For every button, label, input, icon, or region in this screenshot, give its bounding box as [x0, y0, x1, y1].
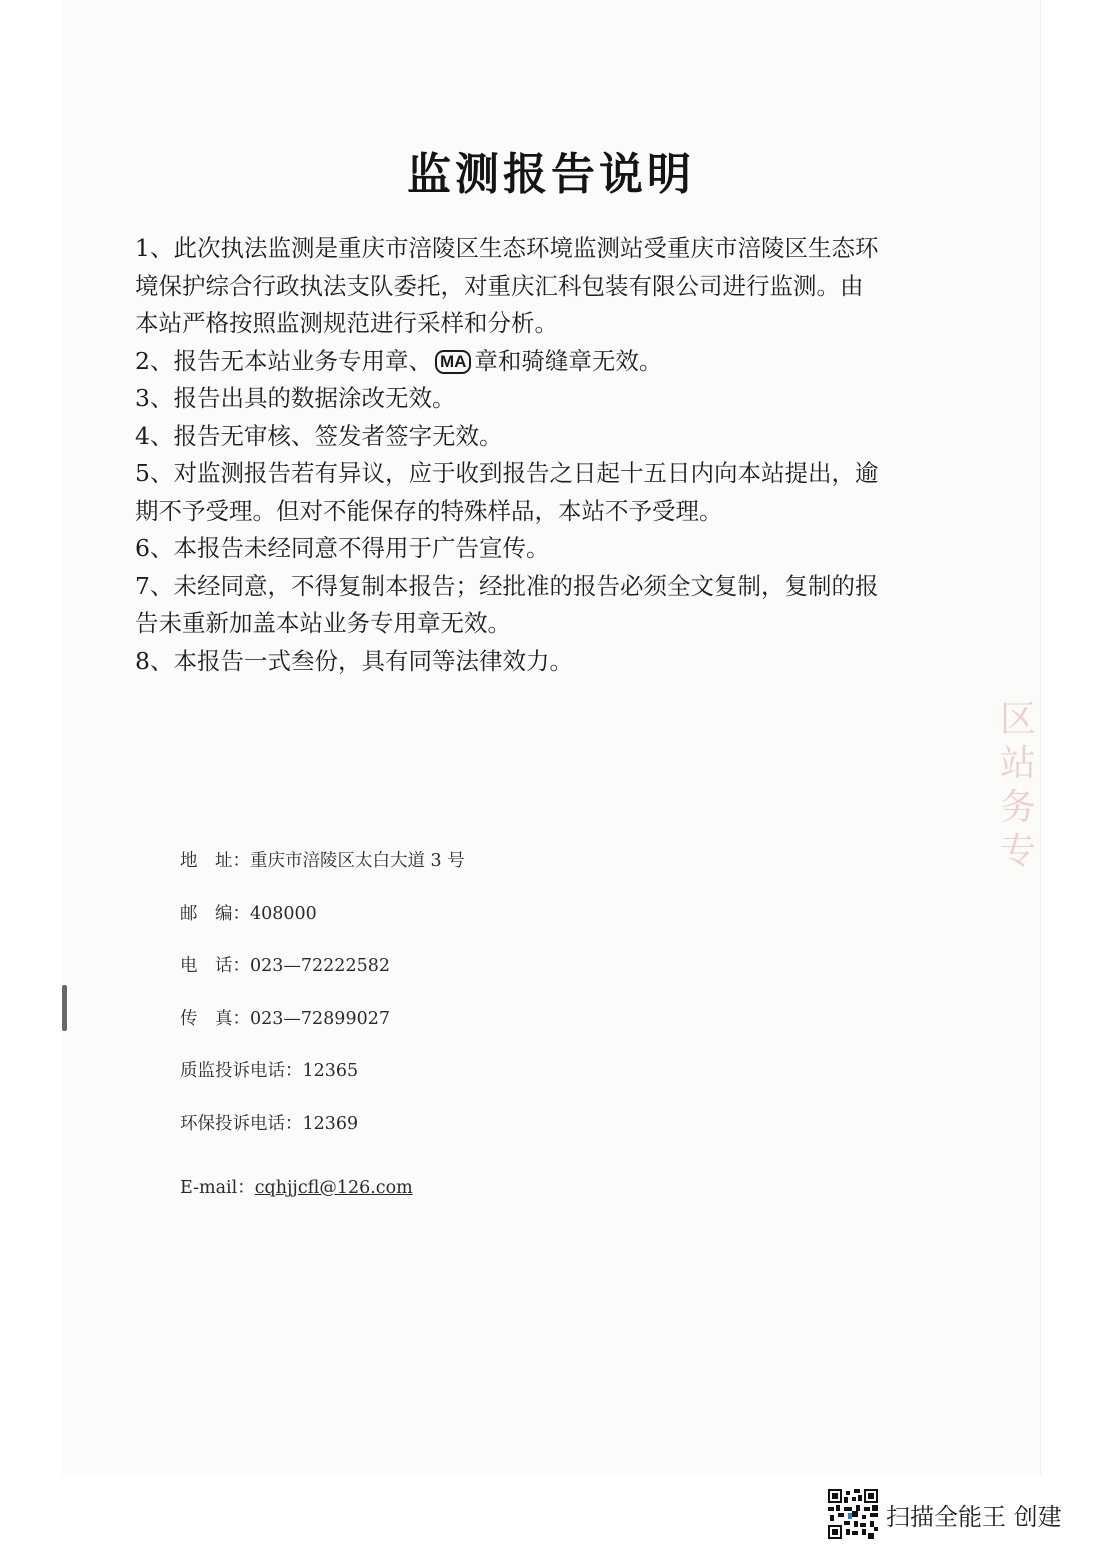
cma-mark-icon: MA [435, 350, 471, 374]
document-page [62, 0, 1041, 1476]
note-item: 3、报告出具的数据涂改无效。 [135, 384, 456, 412]
note-item: 8、本报告一式叁份，具有同等法律效力。 [135, 646, 573, 675]
contact-info [180, 846, 465, 1226]
contact-value: 023—72899027 [250, 1008, 390, 1029]
contact-env-complaint [180, 1109, 465, 1162]
contact-label: 环保投诉电话： [180, 1113, 303, 1134]
contact-value: 12365 [302, 1061, 359, 1081]
contact-label: 质监投诉电话： [180, 1061, 303, 1081]
note-text: 2、报告无本站业务专用章、 [135, 346, 432, 375]
stamp-text: 区站务专 [1000, 699, 1037, 872]
contact-address [180, 846, 465, 899]
contact-phone [180, 951, 465, 1004]
contact-postcode [180, 899, 465, 952]
note-item: 4、报告无审核、签发者签字无效。 [135, 421, 503, 450]
scanner-watermark [828, 1489, 1062, 1539]
contact-label: 电 话： [180, 956, 250, 976]
contact-label: 邮 编： [180, 903, 250, 924]
note-item: 6、本报告未经同意不得用于广告宣传。 [135, 534, 550, 562]
contact-quality-complaint [180, 1056, 465, 1109]
contact-value: 408000 [250, 903, 317, 924]
contact-value: 12369 [302, 1113, 359, 1134]
seal-stamp [994, 698, 1040, 878]
contact-label: 地 址： [180, 851, 250, 871]
email-link[interactable]: cqhjjcfl@126.com [254, 1178, 413, 1198]
contact-fax [180, 1004, 465, 1057]
qr-code-icon [828, 1489, 878, 1539]
contact-label: 传 真： [180, 1008, 250, 1029]
note-item [135, 343, 885, 381]
contact-value: 重庆市涪陵区太白大道 3 号 [250, 851, 465, 871]
watermark-text: 扫描全能王 创建 [886, 1502, 1062, 1531]
binding-edge [62, 985, 67, 1031]
notes-list [135, 230, 885, 680]
note-item: 5、对监测报告若有异议，应于收到报告之日起十五日内向本站提出，逾期不予受理。但对不能保存的特殊样品，本站不予受理。 [135, 459, 879, 525]
contact-value: 023—72222582 [250, 956, 390, 976]
document-title: 监测报告说明 [407, 149, 695, 200]
note-item: 7、未经同意，不得复制本报告；经批准的报告必须全文复制，复制的报告未重新加盖本站业务专用章无效。 [135, 571, 879, 637]
contact-email [180, 1173, 465, 1226]
note-text: 章和骑缝章无效。 [474, 346, 663, 375]
contact-label: E-mail： [180, 1178, 255, 1198]
note-item: 1、此次执法监测是重庆市涪陵区生态环境监测站受重庆市涪陵区生态环境保护综合行政执法支队委托，对重庆汇科包装有限公司进行监测。由本站严格按照监测规范进行采样和分析。 [135, 234, 879, 337]
